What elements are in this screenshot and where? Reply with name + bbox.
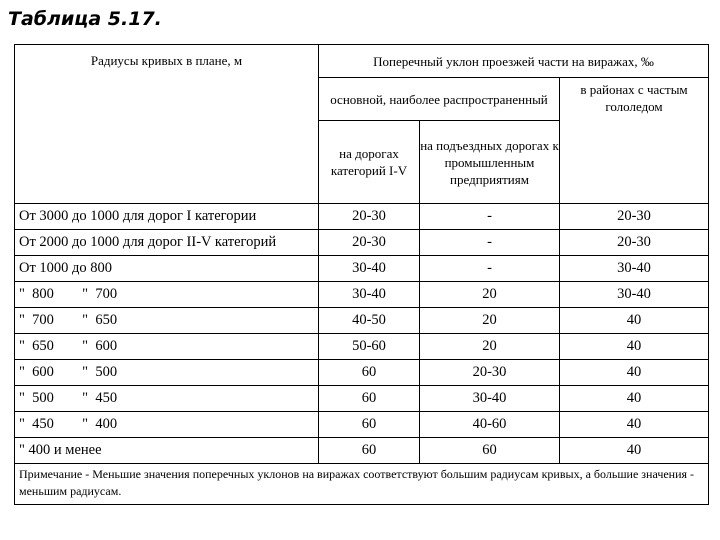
- slope-group-header: Поперечный уклон проезжей части на виражах, ‰: [319, 45, 709, 78]
- industrial-value: 20: [420, 308, 560, 334]
- ditto-mark: ": [82, 338, 89, 354]
- roads-value: 60: [319, 360, 420, 386]
- radius-from: 600: [32, 364, 54, 380]
- table-row: [15, 412, 709, 438]
- radius-from: 450: [32, 416, 54, 432]
- roads-header: на дорогах категорий I-V: [319, 121, 420, 204]
- row-label: [15, 386, 319, 412]
- ditto-mark: ": [19, 286, 25, 302]
- row-label: От 1000 до 800: [15, 256, 319, 282]
- roads-value: 60: [319, 386, 420, 412]
- ice-value: 30-40: [560, 256, 709, 282]
- industrial-value: 40-60: [420, 412, 560, 438]
- table-row: [15, 282, 709, 308]
- roads-value: 60: [319, 438, 420, 464]
- ice-value: 20-30: [560, 204, 709, 230]
- ditto-mark: ": [19, 338, 25, 354]
- ditto-mark: ": [19, 364, 25, 380]
- table-row: [15, 334, 709, 360]
- ice-value: 30-40: [560, 282, 709, 308]
- roads-value: 20-30: [319, 230, 420, 256]
- slope-table: [14, 44, 709, 505]
- main-group-header: основной, наиболее распространенный: [319, 78, 560, 121]
- table-row: [15, 438, 709, 464]
- ice-value: 40: [560, 334, 709, 360]
- radius-to: 700: [95, 286, 118, 302]
- row-label: От 2000 до 1000 для дорог II-V категорий: [15, 230, 319, 256]
- ditto-mark: ": [82, 286, 89, 302]
- roads-value: 50-60: [319, 334, 420, 360]
- radius-to: 600: [95, 338, 118, 354]
- row-label: [15, 334, 319, 360]
- row-label: [15, 412, 319, 438]
- ditto-mark: ": [82, 390, 89, 406]
- row-label: " 400 и менее: [15, 438, 319, 464]
- ice-value: 40: [560, 386, 709, 412]
- industrial-header: на подъездных дорогах к промышленным предприятиям: [420, 121, 560, 204]
- table-row: [15, 360, 709, 386]
- table-title: Таблица 5.17.: [8, 8, 162, 30]
- industrial-value: 30-40: [420, 386, 560, 412]
- table-row: [15, 204, 709, 230]
- industrial-value: 20: [420, 334, 560, 360]
- industrial-value: -: [420, 230, 560, 256]
- ditto-mark: ": [19, 390, 25, 406]
- industrial-value: 60: [420, 438, 560, 464]
- ice-value: 40: [560, 412, 709, 438]
- ice-header: в районах с частым гололедом: [560, 78, 709, 204]
- table-row: [15, 386, 709, 412]
- table-note: Примечание - Меньшие значения поперечных уклонов на виражах соответствуют большим радиусам кривых, а большие значения - меньшим радиусам.: [15, 464, 709, 505]
- ice-value: 40: [560, 438, 709, 464]
- radius-from: 500: [32, 390, 54, 406]
- table-row: [15, 308, 709, 334]
- roads-value: 20-30: [319, 204, 420, 230]
- roads-value: 60: [319, 412, 420, 438]
- ice-value: 40: [560, 360, 709, 386]
- row-label: [15, 308, 319, 334]
- industrial-value: -: [420, 256, 560, 282]
- note-row: [15, 464, 709, 505]
- roads-value: 30-40: [319, 282, 420, 308]
- table-row: [15, 256, 709, 282]
- industrial-value: 20-30: [420, 360, 560, 386]
- industrial-value: -: [420, 204, 560, 230]
- row-label: [15, 360, 319, 386]
- table-row: [15, 230, 709, 256]
- industrial-value: 20: [420, 282, 560, 308]
- row-label: От 3000 до 1000 для дорог I категории: [15, 204, 319, 230]
- roads-value: 40-50: [319, 308, 420, 334]
- row-label: [15, 282, 319, 308]
- ditto-mark: ": [19, 416, 25, 432]
- radius-header: Радиусы кривых в плане, м: [15, 45, 319, 204]
- ditto-mark: ": [82, 416, 89, 432]
- radius-from: 700: [32, 312, 54, 328]
- ditto-mark: ": [19, 312, 25, 328]
- radius-to: 400: [95, 416, 118, 432]
- ditto-mark: ": [82, 312, 89, 328]
- radius-to: 650: [95, 312, 118, 328]
- ice-value: 40: [560, 308, 709, 334]
- radius-from: 800: [32, 286, 54, 302]
- slope-table-body: [15, 45, 709, 505]
- radius-from: 650: [32, 338, 54, 354]
- ditto-mark: ": [82, 364, 89, 380]
- ice-value: 20-30: [560, 230, 709, 256]
- radius-to: 450: [95, 390, 118, 406]
- radius-to: 500: [95, 364, 118, 380]
- roads-value: 30-40: [319, 256, 420, 282]
